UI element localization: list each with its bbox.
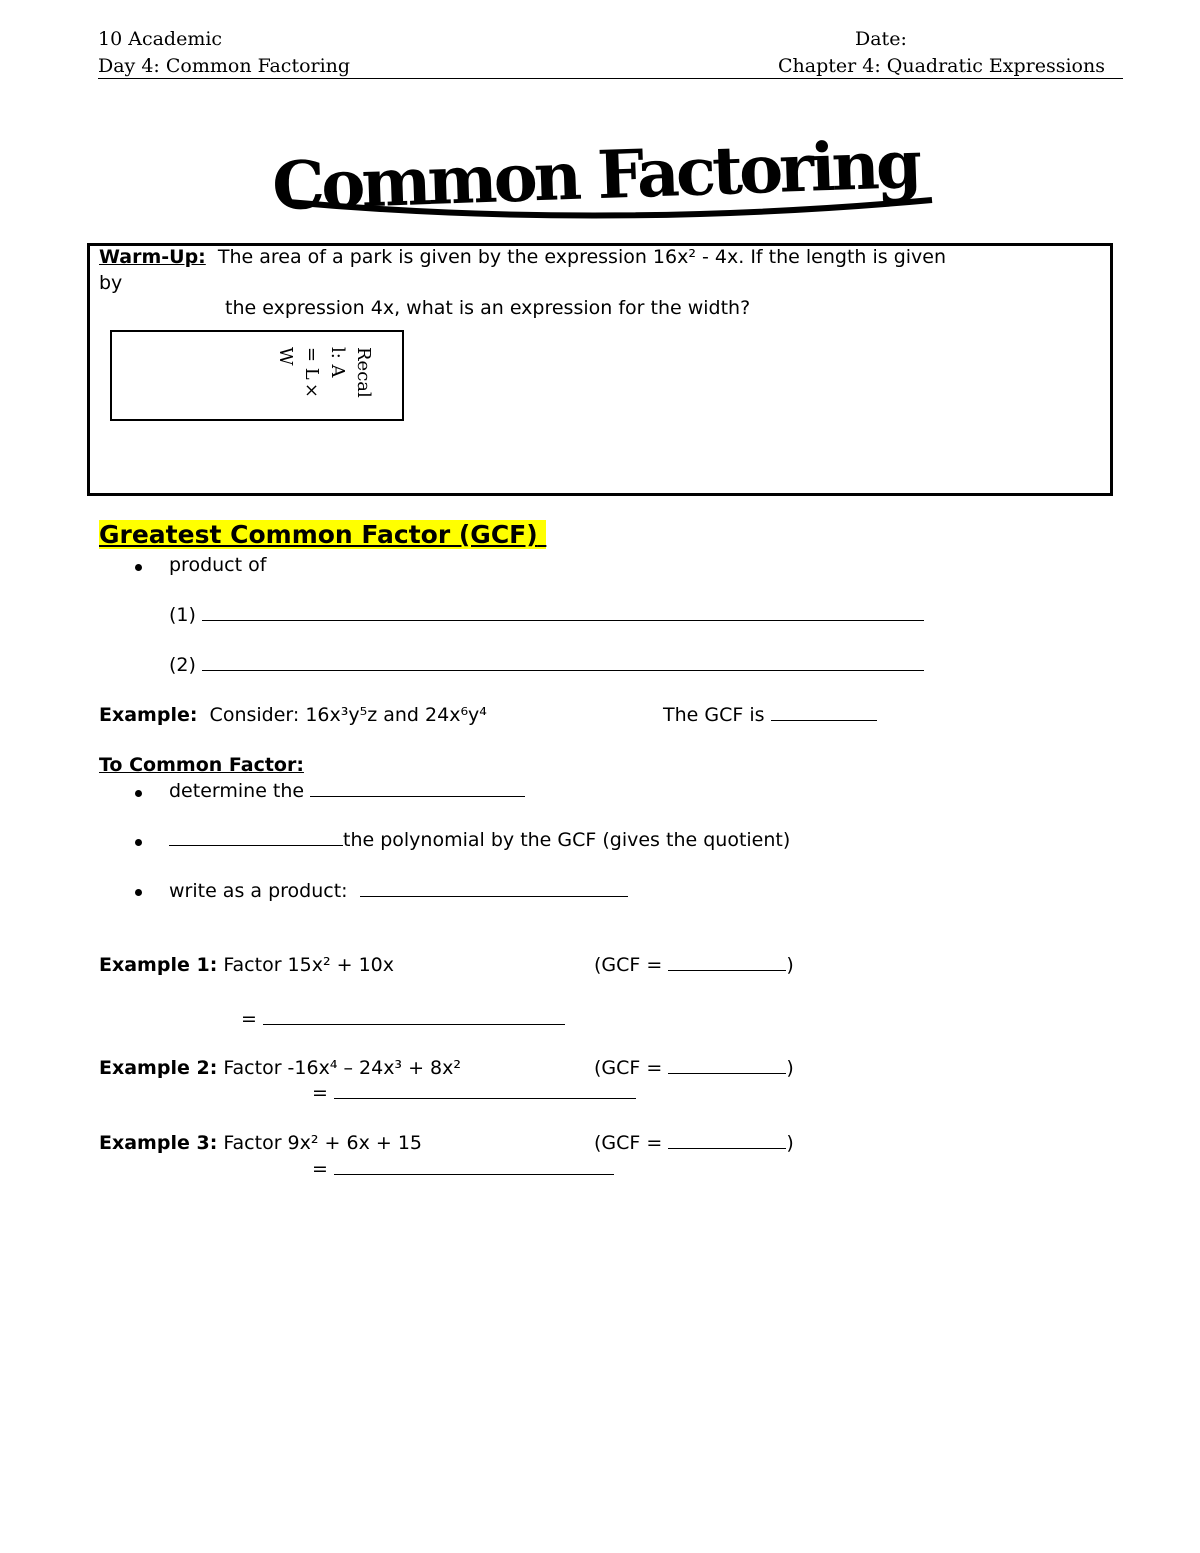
example-2-label: Example 2: bbox=[99, 1057, 218, 1079]
date-label: Date: bbox=[855, 28, 907, 50]
equals-sign: = bbox=[312, 1158, 328, 1180]
gcf-bullet-text: product of bbox=[169, 554, 267, 576]
example-3-label: Example 3: bbox=[99, 1132, 218, 1154]
example-1-label: Example 1: bbox=[99, 954, 218, 976]
answer-blank[interactable] bbox=[202, 620, 924, 621]
answer-blank[interactable] bbox=[310, 796, 525, 797]
answer-blank[interactable] bbox=[360, 896, 628, 897]
step-3-text: write as a product: bbox=[169, 880, 348, 902]
answer-blank[interactable] bbox=[668, 1148, 786, 1149]
chapter-label: Chapter 4: Quadratic Expressions bbox=[778, 55, 1105, 77]
title-wordart bbox=[260, 110, 950, 230]
title-text: Common Factoring bbox=[271, 124, 924, 226]
to-common-heading: To Common Factor: bbox=[99, 754, 304, 776]
worksheet-page: 10 Academic Date: Day 4: Common Factoring Chapter 4: Quadratic Expressions Common Factoring Warm-Up: The area of a park is given by the expression 16x² - 4x. If the length is given by the expression 4x, what is an expression for the width? Recal l: A = L× W Greatest Common Factor (GCF) product of (1) (2) Example: Consider: 16x³y⁵z and 24x⁶y⁴ The GCF is To Common Factor: determine the the polynomial by the GCF (gives the quotient) write as a product: Example 1: Factor 15x² + 10x (GCF = ) = Example 2: Factor -16x⁴ – 24x³ + 8x² (GCF = ) = Example 3: Factor 9x² + 6x + 15 (GCF = ) = bbox=[0, 0, 1200, 1553]
course-label: 10 Academic bbox=[98, 28, 223, 50]
header-divider bbox=[98, 78, 1123, 79]
answer-blank[interactable] bbox=[668, 970, 786, 971]
answer-blank[interactable] bbox=[771, 720, 877, 721]
gcf-item-2-label: (2) bbox=[169, 654, 196, 676]
bullet bbox=[135, 889, 142, 896]
example-text: Consider: 16x³y⁵z and 24x⁶y⁴ bbox=[209, 704, 487, 726]
bullet bbox=[135, 564, 142, 571]
warmup-line1: The area of a park is given by the expression 16x² - 4x. If the length is given bbox=[217, 246, 947, 268]
answer-blank[interactable] bbox=[202, 670, 924, 671]
example-3-text: Factor 9x² + 6x + 15 bbox=[223, 1132, 422, 1154]
gcf-item-1-label: (1) bbox=[169, 604, 196, 626]
gcf-heading: Greatest Common Factor (GCF) bbox=[99, 520, 538, 549]
example-1-text: Factor 15x² + 10x bbox=[223, 954, 395, 976]
answer-blank[interactable] bbox=[334, 1098, 636, 1099]
example-gcf-text: The GCF is bbox=[663, 704, 765, 726]
warmup-label: Warm-Up: bbox=[99, 246, 206, 268]
example-1-gcf: (GCF = bbox=[594, 954, 663, 976]
example-3-gcf: (GCF = bbox=[594, 1132, 663, 1154]
recall-note: Recal l: A = L× W bbox=[275, 347, 374, 401]
answer-blank[interactable] bbox=[263, 1024, 565, 1025]
equals-sign: = bbox=[241, 1008, 257, 1030]
bullet bbox=[135, 790, 142, 797]
equals-sign: = bbox=[312, 1082, 328, 1104]
warmup-line1b: by bbox=[99, 272, 123, 294]
example-2-gcf: (GCF = bbox=[594, 1057, 663, 1079]
step-2-text: the polynomial by the GCF (gives the quotient) bbox=[343, 829, 791, 851]
answer-blank[interactable] bbox=[668, 1073, 786, 1074]
answer-blank[interactable] bbox=[334, 1174, 614, 1175]
example-label: Example: bbox=[99, 704, 198, 726]
example-2-text: Factor -16x⁴ – 24x³ + 8x² bbox=[223, 1057, 462, 1079]
bullet bbox=[135, 839, 142, 846]
warmup-line2: the expression 4x, what is an expression for the width? bbox=[225, 297, 751, 319]
answer-blank[interactable] bbox=[169, 845, 343, 846]
day-label: Day 4: Common Factoring bbox=[98, 55, 351, 77]
step-1-text: determine the bbox=[169, 780, 305, 802]
